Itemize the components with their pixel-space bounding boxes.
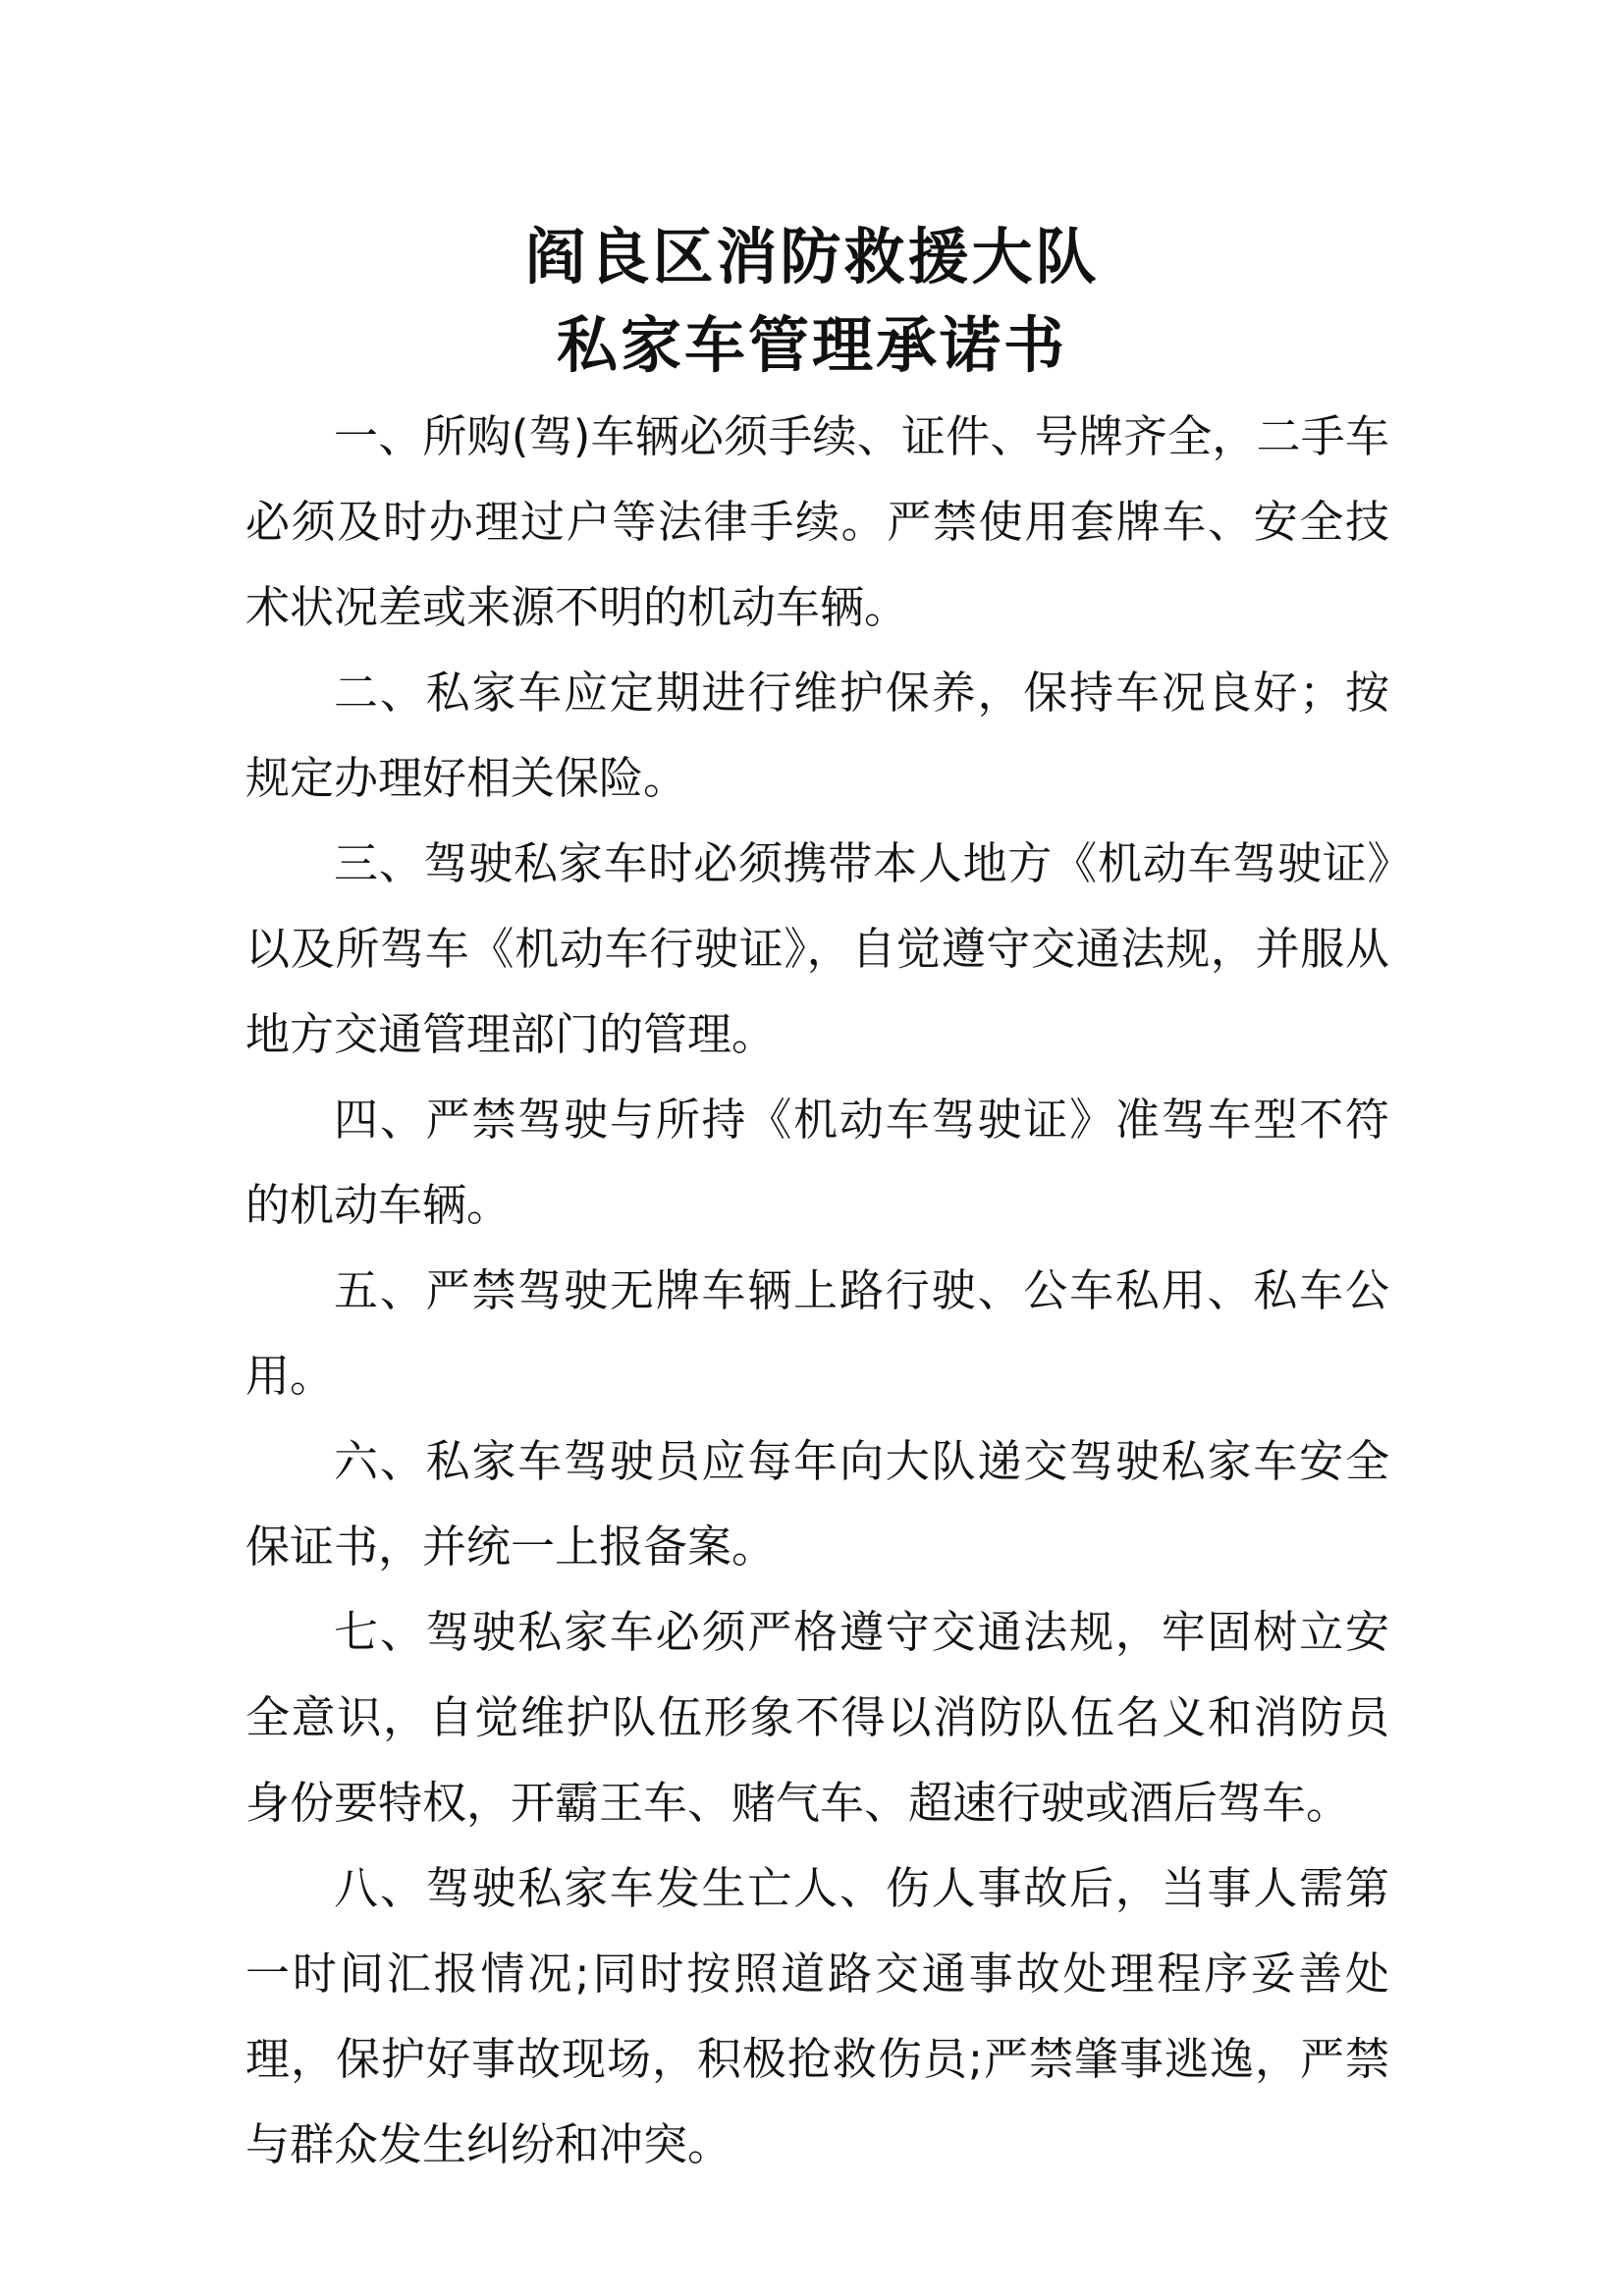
clause-2: 二、私家车应定期进行维护保养，保持车况良好；按规定办理好相关保险。 <box>245 667 1389 804</box>
document-title-subject: 私家车管理承诺书 <box>556 309 1067 381</box>
document-title-organization: 阎良区消防救援大队 <box>524 221 1100 293</box>
clause-1: 一、所购(驾)车辆必须手续、证件、号牌齐全，二手车必须及时办理过户等法律手续。严禁使用套牌车、安全技术状况差或来源不明的机动车辆。 <box>245 410 1389 633</box>
clause-7: 七、驾驶私家车必须严格遵守交通法规，牢固树立安全意识，自觉维护队伍形象不得以消防队伍名义和消防员身份要特权，开霸王车、赌气车、超速行驶或酒后驾车。 <box>245 1606 1389 1829</box>
clause-6: 六、私家车驾驶员应每年向大队递交驾驶私家车安全保证书，并统一上报备案。 <box>245 1435 1389 1573</box>
clause-8: 八、驾驶私家车发生亡人、伤人事故后，当事人需第一时间汇报情况;同时按照道路交通事故处理程序妥善处理，保护好事故现场，积极抢救伤员;严禁肇事逃逸，严禁与群众发生纠纷和冲突。 <box>245 1862 1389 2170</box>
document-body <box>245 394 1389 2187</box>
clause-4: 四、严禁驾驶与所持《机动车驾驶证》准驾车型不符的机动车辆。 <box>245 1094 1389 1231</box>
clause-5: 五、严禁驾驶无牌车辆上路行驶、公车私用、私车公用。 <box>245 1264 1389 1402</box>
clause-3: 三、驾驶私家车时必须携带本人地方《机动车驾驶证》以及所驾车《机动车行驶证》，自觉遵守交通法规，并服从地方交通管理部门的管理。 <box>245 837 1389 1060</box>
